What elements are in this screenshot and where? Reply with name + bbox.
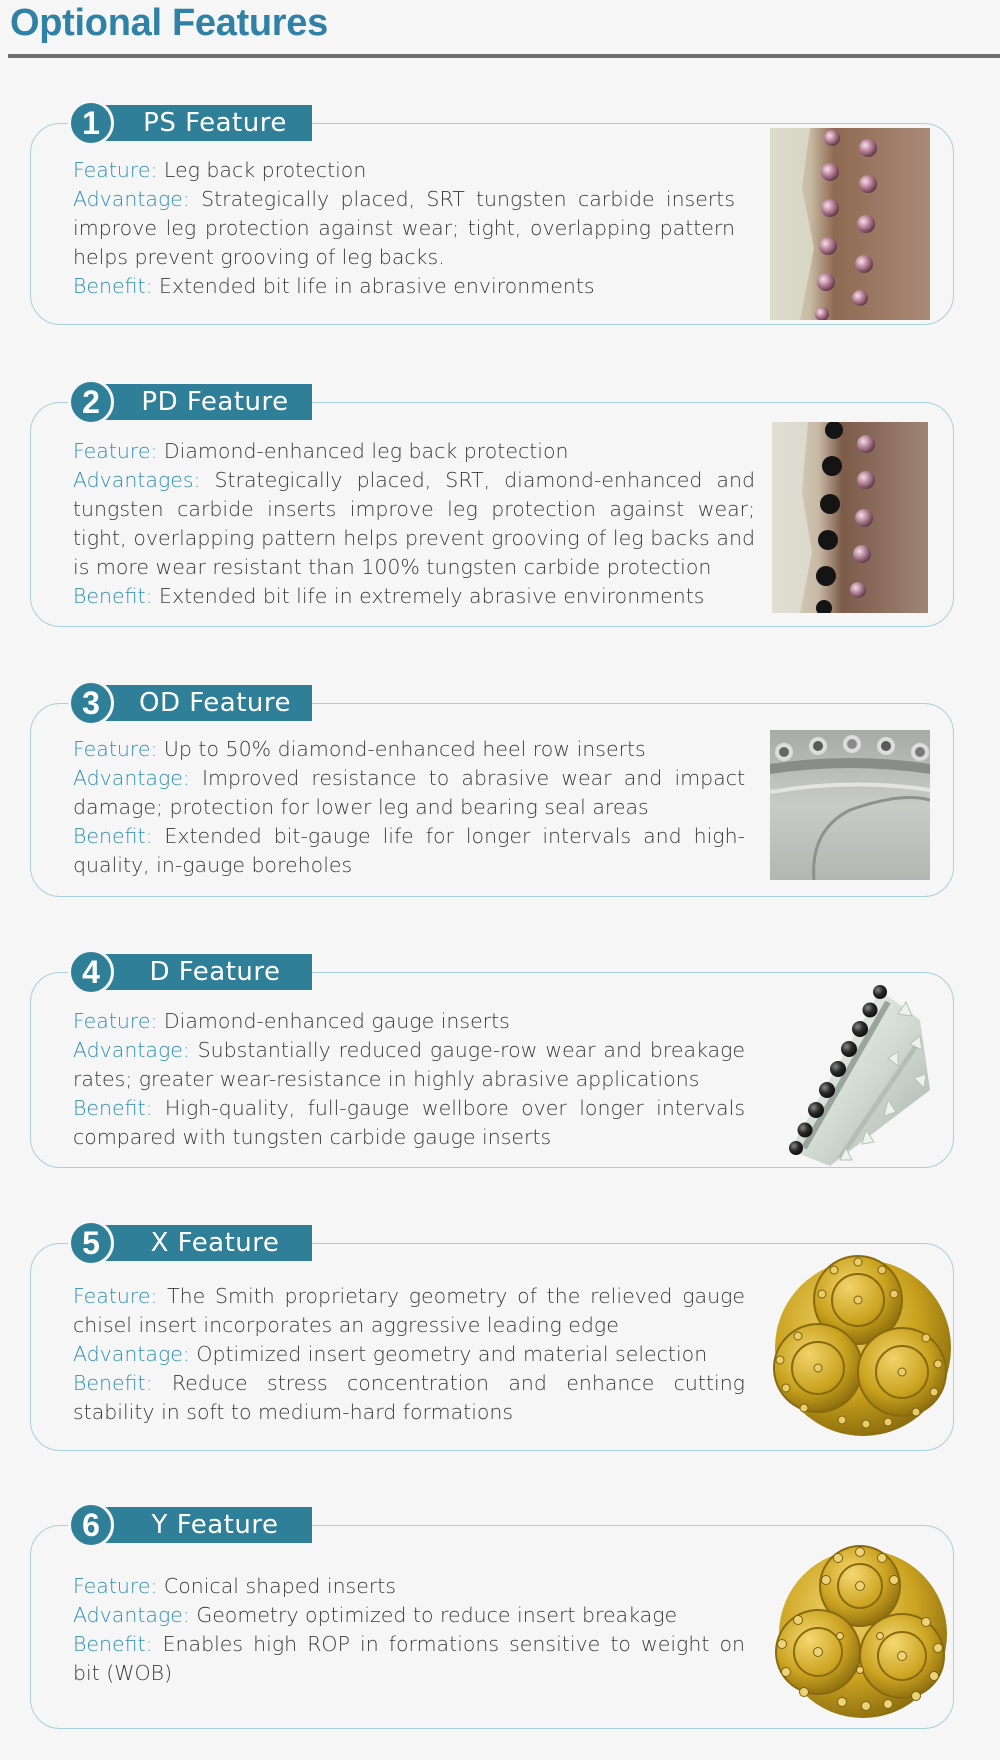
- feature-line: [73, 735, 745, 764]
- feature-line: [73, 185, 735, 272]
- line-key: Benefit:: [73, 1632, 153, 1656]
- feature-text-5: [73, 1282, 745, 1427]
- line-text: Optimized insert geometry and material selection: [189, 1342, 708, 1366]
- line-text: Improved resistance to abrasive wear and impact damage; protection for lower leg and bearing seal areas: [73, 766, 745, 819]
- line-text: Diamond-enhanced gauge inserts: [157, 1009, 510, 1033]
- tricone-bit-image-y: [768, 1540, 958, 1720]
- line-key: Feature:: [73, 737, 158, 761]
- line-text: Extended bit life in abrasive environments: [152, 274, 595, 298]
- line-key: Feature:: [73, 439, 158, 463]
- feature-line: [73, 1630, 745, 1688]
- leg-back-photo-ps: [770, 128, 930, 320]
- feature-line: [73, 1094, 745, 1152]
- feature-line: [73, 437, 755, 466]
- feature-text-1: [73, 156, 735, 301]
- feature-text-2: [73, 437, 755, 611]
- line-key: Benefit:: [73, 584, 153, 608]
- gauge-cone-image-d: [770, 980, 930, 1166]
- feature-number-3: 3: [68, 680, 114, 726]
- line-key: Advantage:: [73, 1342, 190, 1366]
- feature-line: [73, 1036, 745, 1094]
- line-text: Strategically placed, SRT, diamond-enhanced and tungsten carbide inserts improve leg protection against wear; tight, overlapping pattern helps prevent grooving of leg backs and is more wear resistant than 100% tungsten carbide protection: [73, 468, 755, 579]
- leg-back-photo-pd: [772, 422, 928, 613]
- line-text: Geometry optimized to reduce insert breakage: [189, 1603, 678, 1627]
- tricone-bit-image-x: [766, 1248, 960, 1442]
- line-key: Feature:: [73, 1574, 158, 1598]
- line-text: The Smith proprietary geometry of the relieved gauge chisel insert incorporates an aggressive leading edge: [73, 1284, 745, 1337]
- line-text: Diamond-enhanced leg back protection: [157, 439, 569, 463]
- feature-line: [73, 1282, 745, 1340]
- feature-line: [73, 1601, 745, 1630]
- feature-title-5: X Feature: [150, 1228, 280, 1258]
- feature-text-3: [73, 735, 745, 880]
- feature-title-3: OD Feature: [139, 688, 291, 718]
- feature-number-4: 4: [68, 949, 114, 995]
- line-key: Advantages:: [73, 468, 201, 492]
- title-divider: [8, 54, 1000, 58]
- line-key: Feature:: [73, 158, 158, 182]
- heel-row-photo-od: [770, 730, 930, 880]
- feature-line: [73, 1007, 745, 1036]
- line-text: Up to 50% diamond-enhanced heel row inserts: [157, 737, 646, 761]
- line-key: Benefit:: [73, 274, 153, 298]
- feature-line: [73, 1572, 745, 1601]
- line-text: Substantially reduced gauge-row wear and breakage rates; greater wear-resistance in highly abrasive applications: [73, 1038, 745, 1091]
- feature-title-4: D Feature: [149, 957, 281, 987]
- feature-line: [73, 582, 755, 611]
- feature-line: [73, 764, 745, 822]
- line-key: Advantage:: [73, 766, 190, 790]
- feature-title-2: PD Feature: [141, 387, 289, 417]
- line-text: Extended bit life in extremely abrasive environments: [152, 584, 705, 608]
- feature-number-2: 2: [68, 379, 114, 425]
- line-key: Feature:: [73, 1009, 158, 1033]
- feature-title-6: Y Feature: [151, 1510, 279, 1540]
- page-title: Optional Features: [10, 2, 328, 44]
- feature-number-1: 1: [68, 100, 114, 146]
- line-text: Enables high ROP in formations sensitive to weight on bit (WOB): [73, 1632, 745, 1685]
- line-text: High-quality, full-gauge wellbore over longer intervals compared with tungsten carbide gauge inserts: [73, 1096, 745, 1149]
- line-key: Feature:: [73, 1284, 158, 1308]
- line-text: Reduce stress concentration and enhance cutting stability in soft to medium-hard formations: [73, 1371, 745, 1424]
- feature-text-4: [73, 1007, 745, 1152]
- line-text: Strategically placed, SRT tungsten carbide inserts improve leg protection against wear; tight, overlapping pattern helps prevent grooving of leg backs.: [73, 187, 735, 269]
- line-key: Advantage:: [73, 187, 190, 211]
- feature-number-5: 5: [68, 1220, 114, 1266]
- feature-line: [73, 1369, 745, 1427]
- line-text: Extended bit-gauge life for longer intervals and high-quality, in-gauge boreholes: [73, 824, 745, 877]
- feature-line: [73, 822, 745, 880]
- line-key: Advantage:: [73, 1603, 190, 1627]
- line-text: Conical shaped inserts: [157, 1574, 396, 1598]
- feature-text-6: [73, 1572, 745, 1688]
- line-key: Benefit:: [73, 824, 153, 848]
- feature-title-1: PS Feature: [143, 108, 287, 138]
- feature-line: [73, 1340, 745, 1369]
- line-key: Benefit:: [73, 1371, 153, 1395]
- feature-number-6: 6: [68, 1502, 114, 1548]
- line-text: Leg back protection: [157, 158, 367, 182]
- line-key: Benefit:: [73, 1096, 153, 1120]
- feature-line: [73, 156, 735, 185]
- line-key: Advantage:: [73, 1038, 190, 1062]
- feature-line: [73, 466, 755, 582]
- feature-line: [73, 272, 735, 301]
